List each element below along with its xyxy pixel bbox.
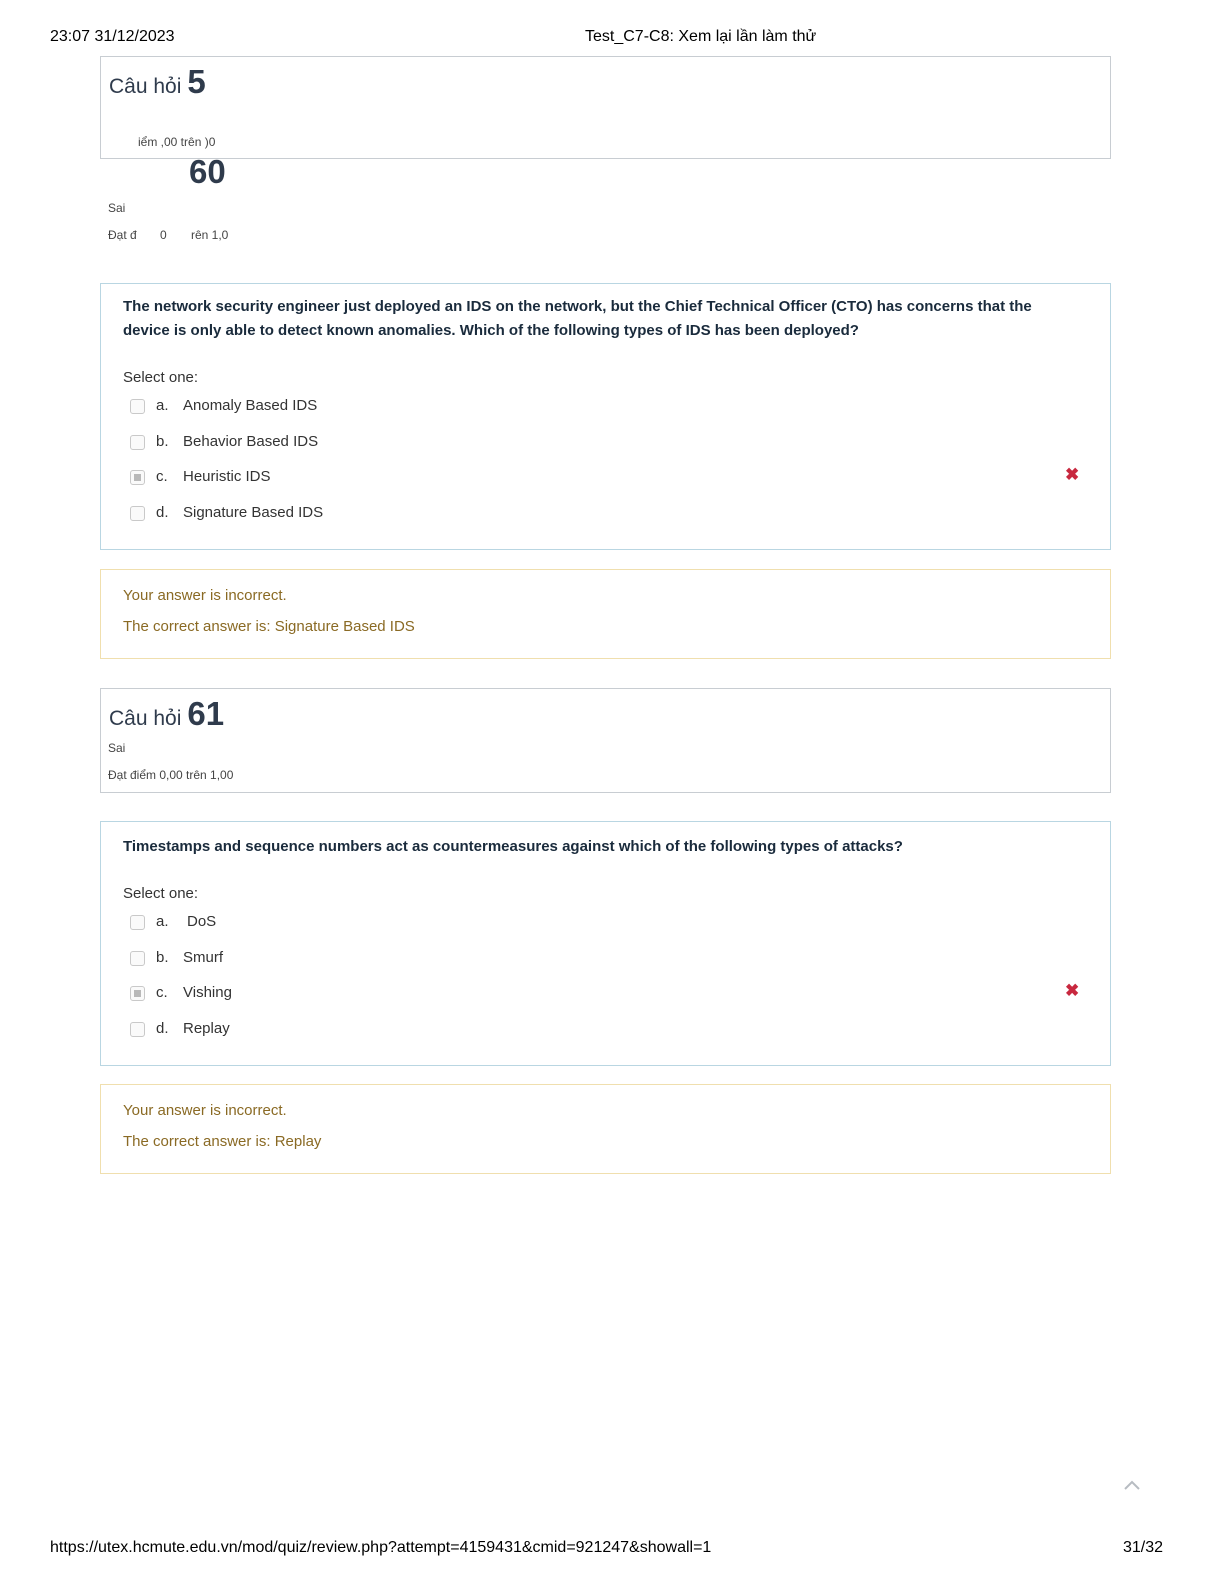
question-60-title: [109, 63, 206, 101]
question-61-score: Đạt điểm 0,00 trên 1,00: [108, 768, 234, 782]
question-60-points-fragment: iểm ,00 trên )0: [138, 135, 216, 149]
option-letter: c.: [156, 468, 168, 485]
option-text: Anomaly Based IDS: [183, 397, 318, 414]
option-letter: b.: [156, 433, 169, 450]
option-text: Smurf: [183, 949, 224, 966]
question-60-score-b: 0: [160, 228, 167, 242]
question-60-number-overflow: 60: [189, 153, 226, 190]
question-61-title: [109, 695, 224, 733]
incorrect-icon: ✖: [1065, 981, 1080, 1000]
select-one-label: Select one:: [123, 885, 199, 902]
question-number-part: 5: [187, 63, 206, 100]
question-60-info-box: [100, 56, 1111, 159]
question-60-text: The network security engineer just deployed an IDS on the network, but the Chief Technical Officer (CTO) has concerns that the device is only able to detect known anomalies. Which of the following types of IDS has been deployed?: [123, 298, 1032, 339]
question-60-status: Sai: [108, 201, 126, 215]
option-text: Signature Based IDS: [183, 504, 324, 521]
radio-a[interactable]: [130, 399, 145, 414]
print-page-number: 31/32: [1123, 1539, 1164, 1556]
option-d[interactable]: [129, 501, 1084, 527]
incorrect-icon: ✖: [1065, 465, 1080, 484]
feedback-correct-answer: The correct answer is: Signature Based IDS: [123, 618, 415, 635]
feedback-incorrect: Your answer is incorrect.: [123, 1102, 287, 1119]
option-d[interactable]: [129, 1017, 1084, 1043]
feedback-correct-answer: The correct answer is: Replay: [123, 1133, 322, 1150]
option-letter: a.: [156, 397, 169, 414]
option-text: Vishing: [183, 984, 232, 1001]
question-61-text: Timestamps and sequence numbers act as countermeasures against which of the following types of attacks?: [123, 838, 903, 855]
print-url: https://utex.hcmute.edu.vn/mod/quiz/review.php?attempt=4159431&cmid=921247&showall=1: [50, 1539, 712, 1556]
question-61-info-box: [100, 688, 1111, 793]
question-label: Câu hỏi: [109, 707, 182, 730]
chevron-up-icon[interactable]: [1122, 1476, 1142, 1496]
radio-d[interactable]: [130, 1022, 145, 1037]
option-letter: b.: [156, 949, 169, 966]
question-60-content-box: [100, 283, 1111, 550]
print-datetime: 23:07 31/12/2023: [50, 28, 175, 45]
feedback-incorrect: Your answer is incorrect.: [123, 587, 287, 604]
question-61-content-box: [100, 821, 1111, 1066]
option-a[interactable]: [129, 394, 1084, 420]
radio-d[interactable]: [130, 506, 145, 521]
print-page-title: Test_C7-C8: Xem lại lần làm thử: [585, 28, 817, 45]
question-label: Câu hỏi: [109, 75, 182, 98]
question-61-feedback-box: [100, 1084, 1111, 1174]
question-61-status: Sai: [108, 741, 126, 755]
option-letter: d.: [156, 1020, 169, 1037]
option-b[interactable]: [129, 946, 1084, 972]
option-text: Behavior Based IDS: [183, 433, 319, 450]
radio-b[interactable]: [130, 435, 145, 450]
option-text: DoS: [187, 913, 217, 930]
radio-c-checked[interactable]: [130, 470, 145, 485]
option-a[interactable]: [129, 910, 1084, 936]
radio-b[interactable]: [130, 951, 145, 966]
option-c[interactable]: [129, 465, 1084, 491]
radio-c-checked[interactable]: [130, 986, 145, 1001]
select-one-label: Select one:: [123, 369, 199, 386]
question-number: 61: [187, 695, 225, 732]
option-text: Replay: [183, 1020, 230, 1037]
option-b[interactable]: [129, 430, 1084, 456]
option-letter: a.: [156, 913, 169, 930]
option-letter: d.: [156, 504, 169, 521]
question-60-score-c: rên 1,0: [191, 228, 229, 242]
option-letter: c.: [156, 984, 168, 1001]
question-60-score-a: Đạt đ: [108, 228, 137, 242]
question-60-feedback-box: [100, 569, 1111, 659]
radio-a[interactable]: [130, 915, 145, 930]
option-text: Heuristic IDS: [183, 468, 271, 485]
option-c[interactable]: [129, 981, 1084, 1007]
